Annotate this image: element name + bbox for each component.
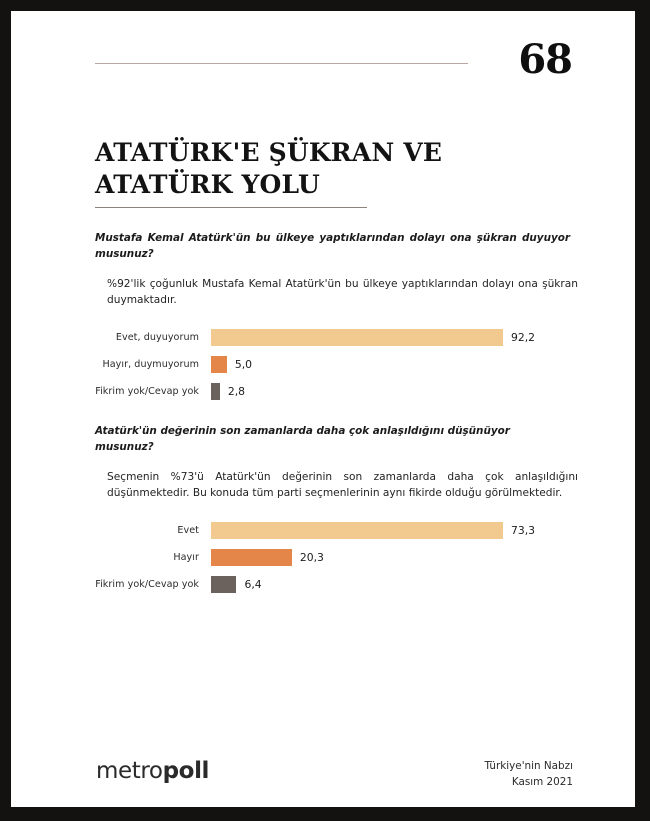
bar-value-label: 73,3 <box>511 523 536 537</box>
bar-category-label: Evet <box>177 525 199 537</box>
metropoll-logo <box>96 760 209 783</box>
question-text-2: Atatürk'ün değerinin son zamanlarda daha çok anlaşıldığını düşünüyor musunuz? <box>95 425 510 454</box>
bar-row <box>11 351 635 378</box>
summary-text-2: Seçmenin %73'ü Atatürk'ün değerinin son zamanlarda daha çok anlaşıldığını düşünmektedir. Bu konuda tüm parti seçmenlerinin aynı fikirde olduğu görülmektedir. <box>107 471 578 500</box>
bar-fill <box>211 522 503 539</box>
bar-value-label: 20,3 <box>299 550 324 564</box>
bar-row <box>11 324 635 351</box>
bar-track <box>211 576 635 593</box>
summary-text-1: %92'lik çoğunluk Mustafa Kemal Atatürk'ün bu ülkeye yaptıklarından dolayı ona şükran duymaktadır. <box>107 278 578 307</box>
bar-fill <box>211 383 220 400</box>
bar-fill <box>211 329 503 346</box>
page-footer <box>11 751 635 807</box>
bar-chart-1 <box>11 324 635 405</box>
bar-value-label: 5,0 <box>234 357 252 371</box>
page-title-line-2: ATATÜRK YOLU <box>95 170 320 199</box>
bar-value-label: 2,8 <box>227 384 246 398</box>
page-title-text <box>95 137 555 201</box>
bar-row <box>11 571 635 598</box>
bar-track <box>211 383 635 400</box>
bar-value-label: 6,4 <box>244 577 262 591</box>
footer-meta <box>484 759 573 790</box>
bar-track <box>211 356 635 373</box>
title-underline <box>95 207 367 208</box>
bar-category-label: Fikrim yok/Cevap yok <box>95 386 199 398</box>
page-title-line-1: ATATÜRK'E ŞÜKRAN VE <box>95 138 443 167</box>
bar-value-label: 92,2 <box>511 330 536 344</box>
header-rule <box>95 63 468 64</box>
bar-row <box>11 378 635 405</box>
footer-meta-line-2: Kasım 2021 <box>511 775 573 788</box>
bar-chart-2 <box>11 517 635 598</box>
bar-category-label: Evet, duyuyorum <box>115 332 199 344</box>
logo-text-light: metro <box>96 758 163 784</box>
bar-category-label: Hayır, duymuyorum <box>102 359 199 371</box>
survey-section-2 <box>11 423 635 598</box>
survey-section-1 <box>11 230 635 405</box>
report-page <box>11 11 635 807</box>
bar-track <box>211 522 635 539</box>
bar-category-label: Fikrim yok/Cevap yok <box>95 579 199 591</box>
bar-fill <box>211 549 292 566</box>
page-header <box>11 11 635 121</box>
bar-row <box>11 517 635 544</box>
bar-fill <box>211 576 236 593</box>
page-number: 68 <box>518 36 572 83</box>
question-text-1: Mustafa Kemal Atatürk'ün bu ülkeye yaptıklarından dolayı ona şükran duyuyor musunuz? <box>95 232 570 261</box>
logo-text-bold: poll <box>162 758 210 784</box>
footer-meta-line-1: Türkiye'nin Nabzı <box>484 760 573 772</box>
bar-row <box>11 544 635 571</box>
bar-fill <box>211 356 227 373</box>
bar-track <box>211 549 635 566</box>
bar-track <box>211 329 635 346</box>
page-title <box>95 137 555 208</box>
bar-category-label: Hayır <box>173 552 199 564</box>
